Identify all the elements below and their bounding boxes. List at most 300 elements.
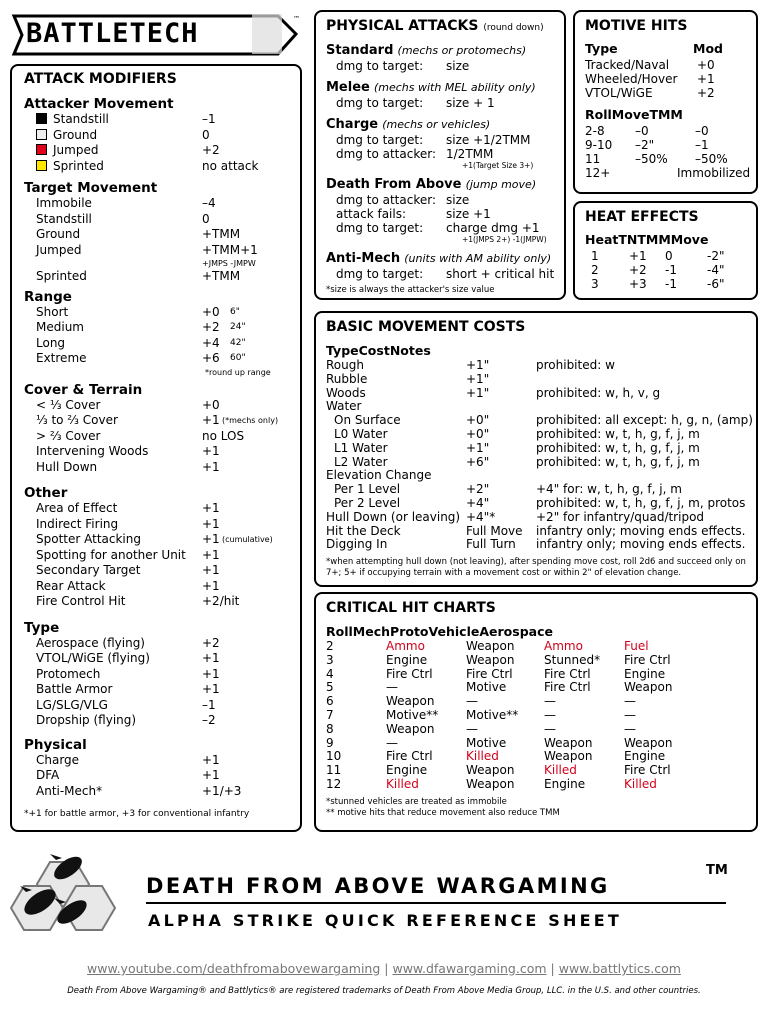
- range-note: *round up range: [205, 367, 271, 377]
- motive-roll-row: [585, 138, 750, 152]
- modifier-row: [24, 305, 294, 321]
- motive-move: –2": [635, 138, 655, 152]
- heat-header: Move: [670, 232, 709, 247]
- modifier-value: +0: [202, 304, 220, 319]
- critical-cell: Weapon: [466, 652, 515, 667]
- movement-row: [326, 387, 750, 401]
- movement-type: On Surface: [334, 413, 401, 428]
- critical-cell: —: [624, 694, 636, 709]
- heat-cell: -4": [707, 263, 725, 277]
- movement-type: L1 Water: [334, 440, 388, 455]
- movement-row: [326, 428, 750, 442]
- attack-note: (mechs or vehicles): [382, 118, 491, 131]
- modifier-label-text: > ⅔ Cover: [36, 428, 101, 443]
- motive-type-label: VTOL/WiGE: [585, 86, 653, 100]
- heat-cell: 2: [591, 263, 599, 277]
- modifier-label: [36, 548, 186, 564]
- modifier-label: [36, 413, 118, 429]
- critical-cell: Fire Ctrl: [544, 680, 591, 695]
- motive-type-row: [585, 58, 750, 72]
- physical-attack-dfa: [326, 177, 560, 193]
- modifier-label-text: Rear Attack: [36, 578, 106, 593]
- modifier-label-text: < ⅓ Cover: [36, 397, 101, 412]
- movement-row: [326, 413, 753, 428]
- motive-types-list: [585, 58, 750, 100]
- physical-heading: Physical: [24, 736, 87, 753]
- motive-roll: 2-8: [585, 124, 605, 138]
- modifier-value: +2/hit: [202, 594, 240, 608]
- movement-type: Digging In: [326, 537, 388, 552]
- modifier-label: [36, 444, 148, 460]
- modifier-label: [36, 143, 98, 159]
- critical-header: Proto: [390, 624, 429, 639]
- physical-attacks-title: PHYSICAL ATTACKS (round down): [326, 18, 544, 34]
- critical-header: Vehicle: [428, 624, 480, 639]
- critical-footnote-1: *stunned vehicles are treated as immobile: [326, 796, 507, 807]
- critical-cell: Killed: [624, 776, 657, 791]
- type-list: [24, 636, 294, 729]
- modifier-row: [24, 698, 294, 714]
- critical-cell: Engine: [386, 652, 428, 667]
- movement-notes: prohibited: w, t, h, g, f, j, m: [536, 440, 700, 455]
- modifier-value: +1: [202, 651, 220, 665]
- movement-cost: +6": [466, 454, 490, 469]
- modifier-row: [24, 351, 294, 367]
- attack-row-value: size +1: [446, 207, 491, 221]
- critical-cell: —: [466, 721, 478, 736]
- movement-cost: +4": [466, 495, 490, 510]
- motive-tmm: –1: [695, 138, 709, 152]
- movement-row: [326, 469, 750, 483]
- modifier-label-text: Immobile: [36, 196, 92, 210]
- footer-links: www.youtube.com/deathfromabovewargaming | www.dfawargaming.com | www.battlytics.com: [87, 961, 681, 976]
- motive-mod-header: Mod: [693, 41, 723, 56]
- motive-type-mod: +2: [697, 86, 715, 100]
- movement-row: [326, 456, 750, 470]
- attack-row-value: 1/2TMM: [446, 147, 494, 161]
- movement-row: [326, 373, 750, 387]
- heat-effects-panel: [573, 201, 758, 300]
- dfa-hex-icon: [10, 850, 140, 945]
- attack-small-note: +1(JMPS 2+) -1(JMPW): [462, 235, 547, 244]
- modifier-label: [36, 563, 141, 579]
- critical-cell: 4: [326, 666, 334, 681]
- modifier-value: +1: [202, 547, 220, 562]
- critical-row: [326, 750, 750, 764]
- movement-cost: +1": [466, 385, 490, 400]
- critical-cell: —: [624, 721, 636, 736]
- critical-cell: 10: [326, 749, 342, 764]
- movement-type: Rough: [326, 358, 364, 372]
- modifier-label-text: Ground: [53, 127, 98, 142]
- heat-cell: -1: [665, 277, 677, 291]
- modifier-label: [36, 667, 100, 683]
- modifier-label: [36, 594, 125, 610]
- movement-cost: +0": [466, 426, 490, 441]
- critical-cell: 2: [326, 639, 334, 653]
- modifier-label-text: Short: [36, 304, 69, 319]
- critical-cell: Weapon: [466, 763, 515, 778]
- modifier-label: [36, 636, 145, 652]
- critical-cell: —: [544, 694, 556, 709]
- heat-effects-title: HEAT EFFECTS: [585, 209, 699, 225]
- critical-cell: Killed: [386, 776, 419, 791]
- attack-row-label: dmg to attacker:: [336, 147, 436, 161]
- modifier-row: [24, 128, 294, 144]
- physical-attack-melee: [326, 80, 560, 96]
- modifier-value: +1: [202, 682, 220, 696]
- motive-move: –0: [635, 124, 649, 138]
- critical-cell: Engine: [544, 776, 586, 791]
- movement-header: Cost: [358, 343, 390, 358]
- modifier-row: [24, 682, 294, 698]
- critical-cell: Fire Ctrl: [466, 666, 513, 681]
- modifier-row: [24, 143, 294, 159]
- modifier-row: [24, 753, 294, 769]
- attack-row-value: size: [446, 193, 470, 207]
- critical-cell: 8: [326, 721, 334, 736]
- modifier-label: [36, 713, 136, 729]
- movement-type: L0 Water: [334, 426, 388, 441]
- critical-row: [326, 737, 750, 751]
- critical-cell: —: [386, 680, 398, 695]
- movement-footnote: *when attempting hull down (not leaving), after spending move cost, roll 2d6 and succeed only on 7+; 5+ if occupying terrain with a movement cost or within 2" of elevation change.: [326, 557, 746, 579]
- modifier-label-text: Protomech: [36, 666, 101, 681]
- critical-cell: —: [386, 735, 398, 750]
- critical-cell: —: [544, 707, 556, 722]
- modifier-label: [36, 768, 59, 784]
- heat-cell: +3: [629, 277, 647, 291]
- modifier-row: [24, 501, 294, 517]
- modifier-value: +1: [202, 444, 220, 458]
- critical-cell: Motive: [466, 735, 507, 750]
- critical-cell: Fire Ctrl: [624, 763, 671, 778]
- movement-notes: prohibited: w, t, h, g, f, j, m, protos: [536, 495, 746, 510]
- critical-cell: Motive: [466, 680, 507, 695]
- modifier-label: [36, 501, 117, 517]
- movement-cost: +1": [466, 440, 490, 455]
- movement-type: Woods: [326, 385, 366, 400]
- other-heading: Other: [24, 485, 68, 501]
- modifier-value: +1: [202, 578, 220, 593]
- modifier-value: no LOS: [202, 428, 245, 443]
- movement-swatch: [36, 144, 47, 155]
- modifier-label-text: DFA: [36, 768, 60, 782]
- heat-header: Heat: [585, 232, 619, 247]
- modifier-value: –2: [202, 713, 216, 727]
- target-sprinted-row: Sprinted +TMM: [36, 269, 241, 283]
- modifier-value: +1: [202, 413, 220, 427]
- critical-row: [326, 709, 750, 723]
- modifier-label-text: Fire Control Hit: [36, 594, 126, 608]
- movement-type: Rubble: [326, 371, 368, 386]
- movement-row: [326, 359, 750, 373]
- modifier-value: +1/+3: [202, 783, 242, 798]
- modifier-label-text: Spotter Attacking: [36, 532, 141, 546]
- modifier-label-text: Extreme: [36, 351, 87, 365]
- movement-type: Per 2 Level: [334, 495, 401, 510]
- critical-cell: 9: [326, 735, 334, 750]
- modifier-label: [36, 128, 97, 144]
- modifier-value: no attack: [202, 158, 259, 173]
- heat-header: TMM: [637, 232, 671, 247]
- attack-note: (units with AM ability only): [404, 252, 552, 265]
- heat-row: [585, 263, 750, 277]
- attack-name: Melee: [326, 80, 370, 95]
- attack-note: (mechs with MEL ability only): [373, 81, 536, 94]
- heat-rows: [585, 249, 750, 291]
- modifier-row: [24, 768, 294, 784]
- attack-row-label: dmg to target:: [336, 59, 424, 73]
- critical-cell: Fire Ctrl: [386, 749, 433, 764]
- attack-row: [326, 207, 560, 221]
- modifier-row: [24, 413, 294, 429]
- motive-roll-header: TMM: [649, 107, 683, 122]
- range-distance: 42": [230, 337, 246, 348]
- critical-cell: Weapon: [466, 639, 515, 653]
- brand-rule: [146, 902, 726, 904]
- modifier-label: [36, 320, 84, 336]
- critical-cell: 5: [326, 680, 334, 695]
- modifier-label: [36, 651, 150, 667]
- modifier-value: +2: [202, 635, 220, 650]
- attack-name: Anti-Mech: [326, 251, 401, 266]
- modifier-value: +1: [202, 666, 220, 681]
- modifier-extra: (*mechs only): [222, 416, 279, 425]
- critical-row: [326, 723, 750, 737]
- movement-cost: Full Move: [466, 523, 523, 538]
- critical-row: [326, 681, 750, 695]
- modifier-value: +1: [202, 516, 220, 531]
- movement-type: Per 1 Level: [334, 482, 401, 497]
- movement-type: L2 Water: [334, 454, 388, 469]
- attack-row-label: dmg to target:: [336, 221, 424, 235]
- critical-cell: Motive**: [386, 707, 439, 722]
- attack-row: [326, 59, 560, 73]
- movement-type: Hit the Deck: [326, 523, 401, 538]
- attack-modifiers-title: ATTACK MODIFIERS: [24, 71, 177, 87]
- heat-cell: +2: [629, 263, 647, 277]
- modifier-label-text: Spotting for another Unit: [36, 547, 186, 562]
- critical-cell: Killed: [544, 763, 577, 778]
- dfa-link[interactable]: www.dfawargaming.com: [392, 961, 547, 976]
- modifier-label-text: Battle Armor: [36, 682, 113, 696]
- movement-notes: +4" for: w, t, h, g, f, j, m: [536, 482, 682, 497]
- heat-cell: -1: [665, 263, 677, 277]
- modifier-value: –1: [202, 697, 216, 712]
- movement-costs-panel: [314, 311, 758, 587]
- modifier-value: +1: [202, 532, 220, 546]
- motive-roll-header: Roll: [585, 107, 612, 122]
- logo-text: BATTLETECH: [26, 18, 199, 49]
- attack-row-label: dmg to target:: [336, 267, 424, 281]
- modifier-value: +6: [202, 351, 220, 365]
- modifier-row: [24, 667, 294, 683]
- modifier-label: [36, 243, 81, 259]
- modifier-label: [36, 460, 97, 476]
- heat-row: [585, 277, 750, 291]
- modifier-value: +TMM: [202, 227, 241, 241]
- physical-attacks-panel: [314, 10, 566, 300]
- modifier-row: [24, 594, 294, 610]
- brand-tm: TM: [706, 863, 728, 878]
- modifier-label: [36, 517, 118, 533]
- modifier-label-text: Hull Down: [36, 459, 98, 474]
- modifier-extra: (cumulative): [222, 535, 273, 544]
- brand-subtitle: ALPHA STRIKE QUICK REFERENCE SHEET: [148, 911, 622, 930]
- range-distance: 60": [230, 353, 246, 363]
- attack-row-label: dmg to attacker:: [336, 193, 436, 207]
- motive-roll: 9-10: [585, 138, 613, 152]
- modifier-value: +1: [202, 752, 220, 767]
- movement-cost: Full Turn: [466, 537, 516, 552]
- modifier-value: –4: [202, 196, 216, 210]
- movement-notes: infantry only; moving ends effects.: [536, 523, 746, 538]
- modifier-value: 0: [202, 127, 210, 142]
- target-movement-heading: Target Movement: [24, 180, 158, 196]
- modifier-label-text: Standstill: [53, 112, 109, 126]
- attack-row: [326, 193, 560, 207]
- modifier-row: [24, 112, 294, 128]
- movement-row: [326, 497, 750, 511]
- attack-small-note: +1(Target Size 3+): [462, 161, 534, 170]
- range-list: [24, 305, 294, 367]
- modifier-value: +1: [202, 459, 220, 474]
- modifier-row: [24, 320, 294, 336]
- modifier-label: [36, 351, 87, 367]
- critical-rows: [326, 640, 750, 792]
- modifier-row: [24, 563, 294, 579]
- movement-cost: +0": [466, 413, 490, 428]
- motive-hits-panel: [573, 10, 758, 194]
- physical-attack-charge: [326, 117, 560, 133]
- range-distance: 24": [230, 322, 246, 332]
- modifier-label: [36, 305, 68, 321]
- motive-type-header: Type: [585, 41, 618, 56]
- critical-cell: Weapon: [386, 694, 435, 709]
- modifier-label-text: Ground: [36, 227, 81, 241]
- modifier-label-text: Jumped: [53, 143, 99, 157]
- modifier-row: [24, 532, 294, 548]
- modifier-label-text: ⅓ to ⅔ Cover: [36, 413, 118, 427]
- critical-cell: Weapon: [466, 776, 515, 791]
- critical-row: [326, 654, 750, 668]
- attack-modifiers-footnote: *+1 for battle armor, +3 for conventional infantry: [24, 809, 250, 819]
- modifier-label: [36, 784, 102, 800]
- range-heading: Range: [24, 288, 72, 305]
- critical-cell: Engine: [386, 763, 428, 778]
- motive-tmm: –0: [695, 124, 709, 138]
- heat-header: TN: [618, 232, 638, 247]
- critical-footnote-2: ** motive hits that reduce movement also reduce TMM: [326, 807, 560, 818]
- movement-swatch: [36, 129, 47, 140]
- critical-cell: —: [624, 707, 636, 722]
- critical-cell: 11: [326, 763, 342, 778]
- attacker-movement-heading: Attacker Movement: [24, 96, 174, 112]
- critical-row: [326, 640, 750, 654]
- cover-list: [24, 398, 294, 476]
- critical-cell: Fire Ctrl: [386, 666, 433, 681]
- motive-roll-header: Move: [611, 107, 650, 122]
- critical-cell: 12: [326, 776, 342, 791]
- motive-rolls-list: [585, 124, 750, 166]
- dfa-emblem: [10, 850, 140, 945]
- attack-row-label: attack fails:: [336, 207, 407, 221]
- physical-attack-standard: [326, 43, 560, 59]
- modifier-label: [36, 112, 109, 128]
- modifier-label: [36, 579, 106, 595]
- modifier-label-text: Medium: [36, 320, 84, 334]
- critical-cell: —: [544, 721, 556, 736]
- critical-cell: 7: [326, 707, 334, 722]
- range-distance: 6": [230, 306, 240, 317]
- logo-tm: ™: [293, 15, 300, 23]
- modifier-label: [36, 196, 92, 212]
- attack-row-value: size +1/2TMM: [446, 133, 531, 147]
- modifier-label: [36, 336, 65, 352]
- critical-cell: Weapon: [544, 749, 593, 764]
- attack-row: [326, 267, 560, 281]
- critical-cell: Weapon: [624, 680, 673, 695]
- modifier-row: [24, 579, 294, 595]
- attack-row: [326, 96, 560, 110]
- movement-row: [326, 538, 750, 552]
- modifier-row: [24, 460, 294, 476]
- movement-cost: +1": [466, 358, 490, 372]
- attack-name: Charge: [326, 117, 379, 132]
- movement-type: Elevation Change: [326, 468, 432, 483]
- attack-note: (jump move): [465, 178, 537, 191]
- critical-cell: 3: [326, 652, 334, 667]
- critical-cell: Weapon: [624, 735, 673, 750]
- modifier-row: [24, 159, 294, 175]
- critical-hits-title: CRITICAL HIT CHARTS: [326, 600, 496, 616]
- modifier-label: [36, 753, 79, 769]
- modifier-value: +0: [202, 397, 220, 412]
- critical-row: [326, 764, 750, 778]
- movement-header: Notes: [389, 343, 431, 358]
- critical-cell: Engine: [624, 749, 666, 764]
- modifier-label: [36, 227, 80, 243]
- youtube-link[interactable]: www.youtube.com/deathfromabovewargaming: [87, 961, 381, 976]
- other-list: [24, 501, 294, 610]
- movement-notes: prohibited: w, h, v, g: [536, 385, 661, 400]
- modifier-value: +1: [202, 768, 220, 782]
- critical-cell: Stunned*: [544, 652, 601, 667]
- battlytics-link[interactable]: www.battlytics.com: [558, 961, 681, 976]
- motive-move: –50%: [635, 152, 668, 166]
- modifier-value: +TMM+1: [202, 242, 258, 257]
- heat-cell: -2": [707, 249, 725, 263]
- brand-name: DEATH FROM ABOVE WARGAMING: [146, 874, 610, 898]
- modifier-row: [24, 651, 294, 667]
- critical-cell: Engine: [624, 666, 666, 681]
- attack-row-label: dmg to target:: [336, 96, 424, 110]
- heat-cell: 3: [591, 277, 599, 291]
- modifier-label-text: Charge: [36, 752, 80, 767]
- attack-row-value: short + critical hit: [446, 267, 555, 281]
- motive-type-row: [585, 86, 750, 100]
- attack-row-value: charge dmg +1: [446, 221, 540, 235]
- critical-cell: Weapon: [544, 735, 593, 750]
- movement-cost: +1": [466, 371, 490, 386]
- modifier-row: [24, 636, 294, 652]
- modifier-label-text: Intervening Woods: [36, 444, 149, 458]
- battletech-logo: [8, 10, 302, 60]
- attack-note: (mechs or protomechs): [397, 44, 527, 57]
- modifier-row: [24, 227, 294, 243]
- movement-notes: infantry only; moving ends effects.: [536, 537, 746, 552]
